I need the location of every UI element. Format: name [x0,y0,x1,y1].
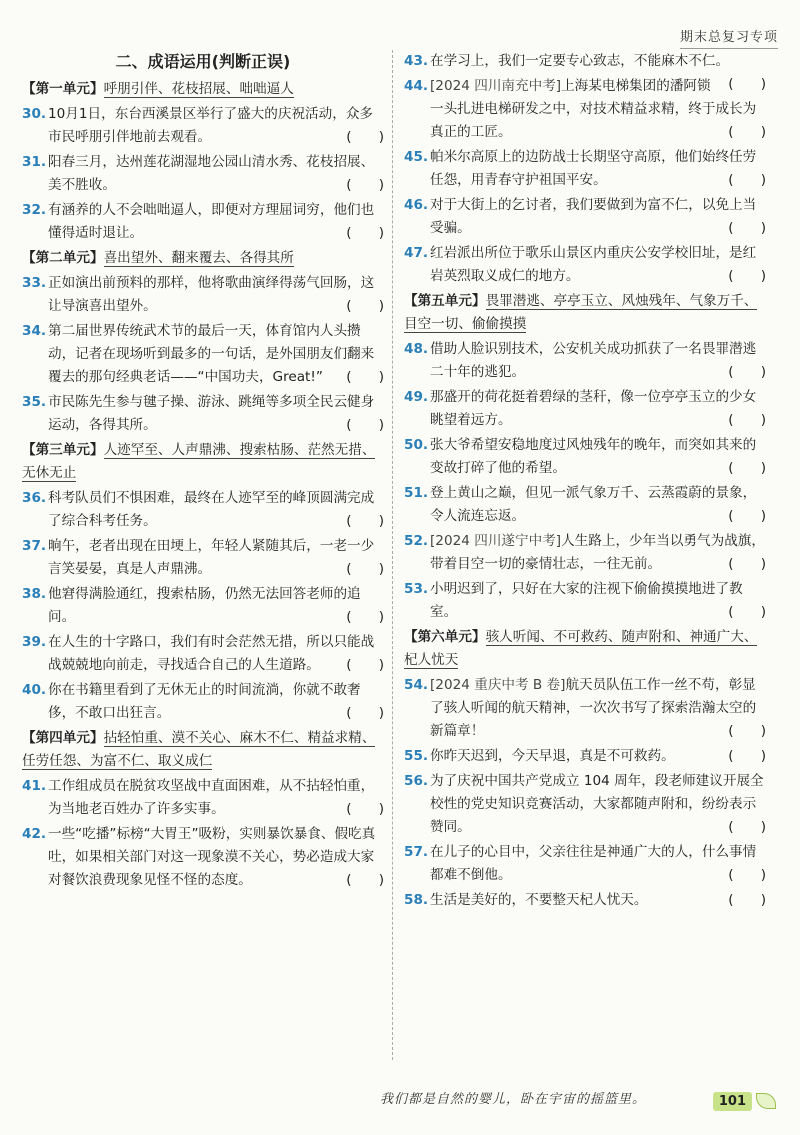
question-item [22,679,384,725]
question-number: 34. [22,323,47,339]
question-number: 39. [22,634,47,650]
question-number: 57. [404,844,429,860]
question-body [48,778,384,817]
answer-parentheses[interactable]: ( ) [728,364,766,380]
question-number: 33. [22,275,47,291]
question-body [48,323,384,385]
question-text: 晌午，老者出现在田埂上，年轻人紧随其后，一老一少言笑晏晏，真是人声鼎沸。 [48,538,375,577]
question-body [48,394,384,433]
unit-idioms: 人迹罕至、人声鼎沸、搜索枯肠、茫然无措、无休无止 [22,442,376,481]
page-title: 二、成语运用(判断正误) [115,52,291,71]
question-body [48,490,384,529]
answer-parentheses[interactable]: ( ) [728,819,766,835]
question-body [48,634,384,673]
answer-parentheses[interactable]: ( ) [728,124,766,140]
question-body [48,106,384,145]
question-text: 那盛开的荷花挺着碧绿的茎秆，像一位亭亭玉立的少女眺望着远方。 [430,389,757,428]
unit-label: 【第四单元】 [22,730,104,746]
question-number: 56. [404,773,429,789]
answer-parentheses[interactable]: ( ) [346,129,384,145]
question-number: 46. [404,197,429,213]
question-body [430,197,766,236]
page-number: 101 [713,1092,752,1111]
answer-parentheses[interactable]: ( ) [346,298,384,314]
question-item [22,272,384,318]
question-text: 航天员队伍工作一丝不苟，彰显了骇人听闻的航天精神，一次次书写了探索浩瀚太空的新篇章！ [430,677,757,739]
question-text: 正如演出前预料的那样，他将歌曲演绎得荡气回肠，这让导演喜出望外。 [48,275,375,314]
question-text: 小明迟到了，只好在大家的注视下偷偷摸摸地进了教室。 [430,581,743,620]
question-number: 50. [404,437,429,453]
column-divider [392,50,393,1060]
source-tag: [2024 四川遂宁中考] [430,533,562,549]
question-item [22,535,384,581]
question-number: 36. [22,490,47,506]
question-number: 55. [404,748,429,764]
question-text: 一些“吃播”标榜“大胃王”吸粉，实则暴饮暴食、假吃真吐，如果相关部门对这一现象漠不关心，势必造成大家对餐饮浪费现象见怪不怪的态度。 [48,826,376,888]
question-body [48,682,384,721]
left-column [22,50,384,894]
left-items [22,78,384,892]
question-item [22,775,384,821]
unit-idioms: 骇人听闻、不可救药、随声附和、神通广大、杞人忧天 [404,629,758,668]
answer-parentheses[interactable]: ( ) [728,508,766,524]
question-body [430,677,766,739]
question-number: 38. [22,586,47,602]
question-number: 41. [22,778,47,794]
question-body [430,748,766,764]
question-text: 在学习上，我们一定要专心致志，不能麻木不仁。 [430,53,730,69]
question-item [404,482,766,528]
question-item [22,103,384,149]
question-body [430,389,766,428]
question-text: 帕米尔高原上的边防战士长期坚守高原，他们始终任劳任怨，用青春守护祖国平安。 [430,149,757,188]
question-body [430,533,765,572]
question-item [404,75,766,144]
question-text: 人生路上，少年当以勇气为战旗，带着目空一切的豪情壮志，一往无前。 [430,533,765,572]
answer-parentheses[interactable]: ( ) [346,801,384,817]
answer-parentheses[interactable]: ( ) [346,513,384,529]
question-text: 借助人脸识别技术，公安机关成功抓获了一名畏罪潜逃二十年的逃犯。 [430,341,757,380]
question-text: 生活是美好的，不要整天杞人忧天。 [430,892,648,908]
unit-label: 【第二单元】 [22,250,104,266]
question-item [22,631,384,677]
question-item [404,194,766,240]
unit-label: 【第五单元】 [404,293,486,309]
answer-parentheses[interactable]: ( ) [346,561,384,577]
unit-idioms: 呼朋引伴、花枝招展、咄咄逼人 [103,81,294,97]
question-text: 市民陈先生参与毽子操、游泳、跳绳等多项全民云健身运动，各得其所。 [48,394,375,433]
question-body [430,149,766,188]
question-body [430,892,766,908]
unit-heading [22,727,384,773]
question-number: 53. [404,581,429,597]
question-item [22,487,384,533]
question-text: 他窘得满脸通红，搜索枯肠，仍然无法回答老师的追问。 [48,586,361,625]
question-text: 科考队员们不惧困难，最终在人迹罕至的峰顶圆满完成了综合科考任务。 [48,490,375,529]
question-text: 张大爷希望安稳地度过风烛残年的晚年，而突如其来的变故打碎了他的希望。 [430,437,757,476]
answer-parentheses[interactable]: ( ) [346,657,384,673]
answer-parentheses[interactable]: ( ) [728,556,766,572]
answer-parentheses[interactable]: ( ) [728,892,766,908]
answer-parentheses[interactable]: ( ) [346,177,384,193]
question-text: 上海某电梯集团的潘阿锁一头扎进电梯研发之中，对技术精益求精，终于成长为真正的工匠。 [430,78,757,140]
answer-parentheses[interactable]: ( ) [728,867,766,883]
question-number: 51. [404,485,429,501]
question-body [430,485,766,524]
unit-idioms: 拈轻怕重、漠不关心、麻木不仁、精益求精、任劳任怨、为富不仁、取义成仁 [22,730,376,769]
answer-parentheses[interactable]: ( ) [728,268,766,284]
source-tag: [2024 四川南充中考] [430,78,562,94]
question-item [22,823,384,892]
right-items [404,50,766,912]
question-item [404,386,766,432]
question-item [404,242,766,288]
question-body [48,154,384,193]
unit-heading [404,290,766,336]
question-text: 阳春三月，达州莲花湖湿地公园山清水秀、花枝招展、美不胜收。 [48,154,375,193]
question-body [48,826,384,888]
question-number: 42. [22,826,47,842]
right-column [404,50,766,914]
question-body [48,586,384,625]
question-number: 35. [22,394,47,410]
question-text: 登上黄山之巅，但见一派气象万千、云蒸霞蔚的景象，令人流连忘返。 [430,485,757,524]
answer-parentheses[interactable]: ( ) [346,369,384,385]
answer-parentheses[interactable]: ( ) [728,460,766,476]
question-text: 10月1日，东台西溪景区举行了盛大的庆祝活动，众多市民呼朋引伴地前去观看。 [48,106,374,145]
question-text: 为了庆祝中国共产党成立 104 周年，段老师建议开展全校性的党史知识竞赛活动，大家都随声附和，纷纷表示赞同。 [430,773,764,835]
unit-heading [404,626,766,672]
question-number: 32. [22,202,47,218]
unit-heading [22,247,384,270]
answer-parentheses[interactable]: ( ) [728,604,766,620]
question-item [404,338,766,384]
answer-parentheses[interactable]: ( ) [728,748,766,764]
question-number: 43. [404,53,429,69]
question-number: 47. [404,245,429,261]
question-number: 52. [404,533,429,549]
section-header: 期末总复习专项 [680,26,778,49]
question-item [22,391,384,437]
question-body [430,245,766,284]
question-text: 对于大街上的乞讨者，我们要做到为富不仁，以免上当受骗。 [430,197,757,236]
answer-parentheses[interactable]: ( ) [728,220,766,236]
source-tag: [2024 重庆中考 B 卷] [430,677,566,693]
question-text: 第二届世界传统武术节的最后一天，体育馆内人头攒动，记者在现场听到最多的一句话，是外国朋友们翻来覆去的那句经典老话——“中国功夫，Great!” [48,323,375,385]
unit-label: 【第六单元】 [404,629,486,645]
question-text: 有涵养的人不会咄咄逼人，即便对方理屈词穷，他们也懂得适时退让。 [48,202,375,241]
question-item [22,320,384,389]
question-text: 在人生的十字路口，我们有时会茫然无措，所以只能战战兢兢地向前走，寻找适合自己的人生道路。 [48,634,375,673]
question-number: 44. [404,78,429,94]
answer-parentheses[interactable]: ( ) [728,723,766,739]
question-item [22,151,384,197]
unit-label: 【第三单元】 [22,442,104,458]
question-item [404,530,766,576]
question-item [22,583,384,629]
question-body [430,78,766,140]
question-body [430,437,766,476]
unit-idioms: 喜出望外、翻来覆去、各得其所 [103,250,294,266]
question-body [430,581,766,620]
question-number: 37. [22,538,47,554]
question-item [404,889,766,912]
question-item [404,578,766,624]
answer-parentheses[interactable]: ( ) [346,225,384,241]
answer-parentheses[interactable]: ( ) [346,872,384,888]
question-item [404,434,766,480]
question-body [48,275,384,314]
question-text: 红岩派出所位于歌乐山景区内重庆公安学校旧址，是红岩英烈取义成仁的地方。 [430,245,757,284]
answer-parentheses[interactable]: ( ) [728,412,766,428]
question-number: 48. [404,341,429,357]
answer-parentheses[interactable]: ( ) [728,76,766,92]
question-item [404,674,766,743]
question-number: 40. [22,682,47,698]
answer-parentheses[interactable]: ( ) [346,705,384,721]
answer-parentheses[interactable]: ( ) [346,417,384,433]
question-number: 31. [22,154,47,170]
unit-heading [22,439,384,485]
question-body [48,538,384,577]
question-body [48,202,384,241]
unit-heading [22,78,384,101]
question-text: 你昨天迟到，今天早退，真是不可救药。 [430,748,675,764]
question-item [404,745,766,768]
question-item [404,770,766,839]
leaf-icon [756,1093,776,1109]
question-number: 54. [404,677,429,693]
question-text: 在儿子的心目中，父亲往往是神通广大的人，什么事情都难不倒他。 [430,844,757,883]
question-item [404,146,766,192]
answer-parentheses[interactable]: ( ) [728,172,766,188]
question-item [404,841,766,887]
question-number: 45. [404,149,429,165]
question-item [22,199,384,245]
question-number: 58. [404,892,429,908]
question-body [430,341,766,380]
unit-label: 【第一单元】 [22,81,104,97]
question-text: 你在书籍里看到了无休无止的时间流淌，你就不敢奢侈，不敢口出狂言。 [48,682,361,721]
footer-quote: 我们都是自然的婴儿，卧在宇宙的摇篮里。 [380,1092,647,1107]
question-number: 30. [22,106,47,122]
answer-parentheses[interactable]: ( ) [346,609,384,625]
unit-idioms: 畏罪潜逃、亭亭玉立、风烛残年、气象万千、目空一切、偷偷摸摸 [404,293,758,332]
question-text: 工作组成员在脱贫攻坚战中直面困难，从不拈轻怕重，为当地老百姓办了许多实事。 [48,778,375,817]
question-body [430,773,764,835]
question-body [430,844,766,883]
question-number: 49. [404,389,429,405]
